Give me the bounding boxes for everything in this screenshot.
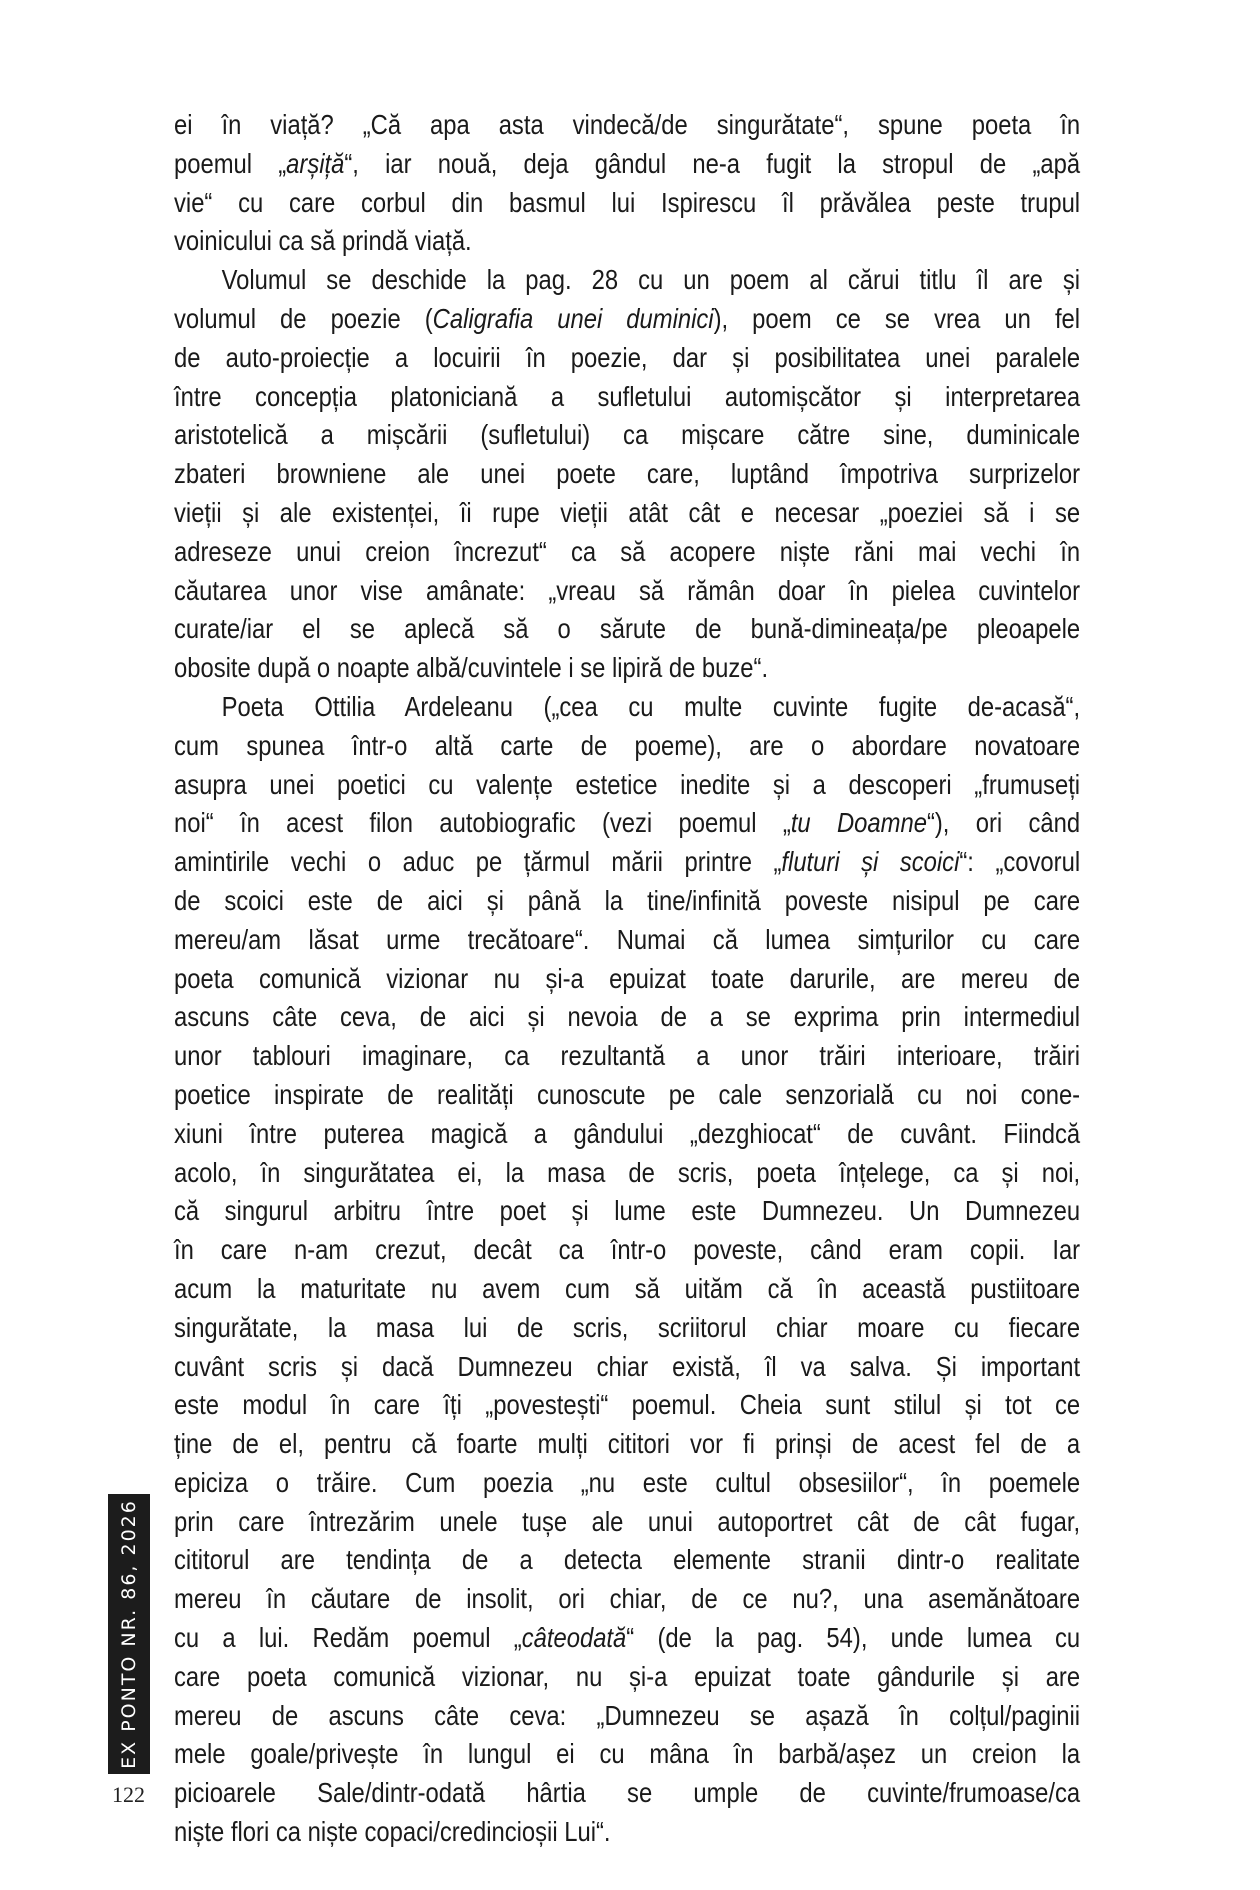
text-span: vie“ cu care corbul din basmul lui Ispirescu îl prăvălea peste trupul [174,186,1081,218]
text-span: cuvânt scris și dacă Dumnezeu chiar există, îl va salva. Și important [174,1350,1081,1382]
text-line [174,1425,1080,1464]
text-line [174,766,1080,805]
text-span: epiciza o trăire. Cum poezia „nu este cultul obsesiilor“, în poemele [174,1466,1081,1498]
text-line [174,184,1080,223]
text-span: poeta comunică vizionar nu și-a epuizat toate darurile, are mereu de [174,962,1081,994]
text-line [174,727,1080,766]
text-line [174,610,1080,649]
text-span: mereu în căutare de insolit, ori chiar, de ce nu?, una asemănătoare [174,1583,1081,1615]
text-line [174,1115,1080,1154]
text-line [174,1309,1080,1348]
text-line [174,533,1080,572]
journal-issue-tab [108,1494,150,1774]
text-line [174,882,1080,921]
text-span: prin care întrezărim unele tușe ale unui autoportret cât de cât fugar, [174,1505,1081,1537]
text-line [174,378,1080,417]
text-line [174,1503,1080,1542]
text-span: care poeta comunică vizionar, nu și-a epuizat toate gândurile și are [174,1660,1081,1692]
text-span: cum spunea într-o altă carte de poeme), are o abordare novatoare [174,729,1081,761]
text-span: poemul „ [174,147,287,179]
text-span: acum la maturitate nu avem cum să uităm că în această pustiitoare [174,1272,1081,1304]
text-line [174,572,1080,611]
article-body [174,106,1080,1852]
paragraph [174,106,1080,261]
italic-title: arșiță [286,147,345,179]
italic-title: fluturi și scoici [781,846,960,878]
text-span: căutarea unor vise amânate: „vreau să rămân doar în pielea cuvintelor [174,574,1081,606]
text-span: asupra unei poetici cu valențe estetice inedite și a descoperi „frumuseți [174,768,1081,800]
text-span: “, iar nouă, deja gândul ne-a fugit la stropul de „apă [344,147,1081,179]
text-line [174,843,1080,882]
text-line [174,1270,1080,1309]
text-line [174,804,1080,843]
text-line [174,416,1080,455]
text-span: este modul în care îți „povestești“ poemul. Cheia sunt stilul și tot ce [174,1389,1081,1421]
text-span: picioarele Sale/dintr-odată hârtia se umple de cuvinte/frumoase/ca [174,1777,1081,1809]
text-line [174,1541,1080,1580]
text-line [174,1192,1080,1231]
text-line [174,455,1080,494]
text-span: vieții și ale existenței, îi rupe vieții atât cât e necesar „poeziei să i se [174,496,1081,528]
text-span: noi“ în acest filon autobiografic (vezi poemul „ [174,807,791,839]
text-span: “: „covorul [959,846,1081,878]
text-span: xiuni între puterea magică a gândului „dezghiocat“ de cuvânt. Fiindcă [174,1117,1081,1149]
text-line [174,649,1080,688]
text-span: obosite după o noapte albă/cuvintele i se lipiră de buze“. [174,652,769,684]
text-span: unor tablouri imaginare, ca rezultantă a unor trăiri interioare, trăiri [174,1040,1081,1072]
text-span: ține de el, pentru că foarte mulți cititori vor fi prinși de acest fel de a [174,1428,1081,1460]
text-span: de auto-proiecție a locuirii în poezie, dar și posibilitatea unei paralele [174,341,1081,373]
text-span: amintirile vechi o aduc pe țărmul mării printre „ [174,846,782,878]
text-span: curate/iar el se aplecă să o sărute de bună-dimineața/pe pleoapele [174,613,1081,645]
italic-title: câteodată [521,1622,627,1654]
text-span: Poeta Ottilia Ardeleanu („cea cu multe cuvinte fugite de-acasă“, [221,690,1081,722]
text-line [174,300,1080,339]
text-line [174,1076,1080,1115]
text-line [174,1386,1080,1425]
italic-title: Caligrafia unei duminici [432,302,714,334]
text-line [174,1154,1080,1193]
text-span: aristotelică a mișcării (sufletului) ca mișcare către sine, duminicale [174,419,1081,451]
paragraph [174,688,1080,1852]
text-span: “ (de la pag. 54), unde lumea cu [626,1622,1081,1654]
text-span: mereu/am lăsat urme trecătoare“. Numai că lumea simțurilor cu care [174,923,1081,955]
paragraph [174,261,1080,688]
text-span: ascuns câte ceva, de aici și nevoia de a se exprima prin intermediul [174,1001,1081,1033]
text-line [174,339,1080,378]
text-line [174,998,1080,1037]
text-span: niște flori ca niște copaci/credincioșii Lui“. [174,1816,611,1848]
text-span: acolo, în singurătatea ei, la masa de scris, poeta înțelege, ca și noi, [174,1156,1081,1188]
text-span: “), ori când [926,807,1081,839]
text-span: între concepția platoniciană a sufletului automișcător și interpretarea [174,380,1081,412]
text-span: zbateri browniene ale unei poete care, luptând împotriva surprizelor [174,458,1081,490]
text-line [174,145,1080,184]
text-line [174,1464,1080,1503]
italic-title: tu Doamne [790,807,927,839]
text-line [174,494,1080,533]
text-span: cititorul are tendința de a detecta elemente stranii dintr-o realitate [174,1544,1081,1576]
text-line [174,1580,1080,1619]
text-line [174,1658,1080,1697]
page-number: 122 [112,1782,145,1807]
text-span: poetice inspirate de realități cunoscute pe cale senzorială cu noi cone- [174,1078,1081,1110]
text-span: mele goale/privește în lungul ei cu mâna în barbă/așez un creion la [174,1738,1081,1770]
text-line [174,106,1080,145]
text-span: voinicului ca să prindă viață. [174,225,472,257]
text-span: ), poem ce se vrea un fel [713,302,1081,334]
text-line [174,1619,1080,1658]
text-span: cu a lui. Redăm poemul „ [174,1622,522,1654]
text-span: adreseze unui creion încrezut“ ca să acopere niște răni mai vechi în [174,535,1081,567]
text-line [174,1735,1080,1774]
text-line [174,1231,1080,1270]
text-span: că singurul arbitru între poet și lume este Dumnezeu. Un Dumnezeu [174,1195,1081,1227]
text-line [174,1774,1080,1813]
text-line [174,1697,1080,1736]
text-span: în care n-am crezut, decât ca într-o poveste, când eram copii. Iar [174,1234,1081,1266]
text-span: singurătate, la masa lui de scris, scriitorul chiar moare cu fiecare [174,1311,1081,1343]
text-span: de scoici este de aici și până la tine/infinită poveste nisipul pe care [174,884,1081,916]
text-line [174,960,1080,999]
text-line [174,688,1080,727]
text-line [174,222,1080,261]
text-line [174,261,1080,300]
text-span: ei în viață? „Că apa asta vindecă/de singurătate“, spune poeta în [174,109,1081,140]
text-line [174,1348,1080,1387]
text-line [174,1037,1080,1076]
text-span: Volumul se deschide la pag. 28 cu un poem al cărui titlu îl are și [221,264,1081,296]
text-span: volumul de poezie ( [174,302,433,334]
journal-issue-label: EX PONTO NR. 86, 2026 [118,1499,140,1769]
text-line [174,1813,1080,1852]
text-line [174,921,1080,960]
text-span: mereu de ascuns câte ceva: „Dumnezeu se așază în colțul/paginii [174,1699,1081,1731]
